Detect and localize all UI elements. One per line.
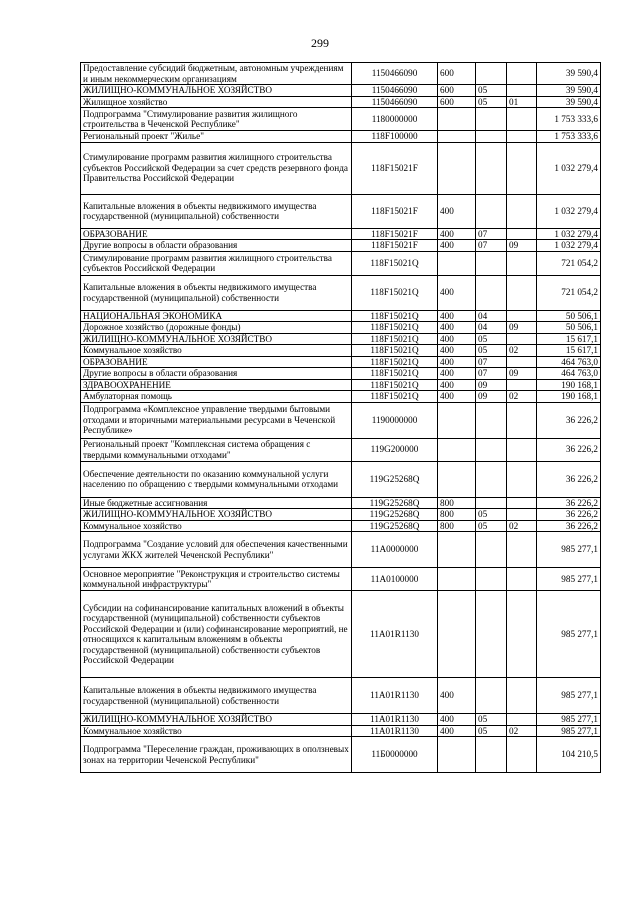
table-row	[81, 131, 601, 143]
row-code: 11А01R1130	[352, 591, 438, 678]
row-sum: 36 226,2	[537, 520, 601, 532]
row-expense-type: 400	[438, 725, 476, 737]
row-subsection	[507, 591, 537, 678]
row-name: ЖИЛИЩНО-КОММУНАЛЬНОЕ ХОЗЯЙСТВО	[81, 333, 352, 345]
row-section	[476, 251, 507, 275]
row-sum: 50 506,1	[537, 310, 601, 322]
row-name: Подпрограмма "Переселение граждан, проживающих в оползневых зонах на территории Чеченской Республики"	[81, 737, 352, 773]
page-number: 299	[311, 36, 329, 50]
row-section	[476, 142, 507, 194]
row-sum: 1 753 333,6	[537, 131, 601, 143]
row-name: Капитальные вложения в объекты недвижимого имущества государственной (муниципальной) собственности	[81, 678, 352, 714]
row-subsection: 01	[507, 96, 537, 108]
table-row	[81, 333, 601, 345]
row-subsection	[507, 310, 537, 322]
row-name: Жилищное хозяйство	[81, 96, 352, 108]
row-code: 118F15021F	[352, 240, 438, 252]
row-subsection: 09	[507, 322, 537, 334]
row-section	[476, 461, 507, 497]
row-sum: 15 617,1	[537, 333, 601, 345]
row-sum: 1 032 279,4	[537, 240, 601, 252]
row-expense-type	[438, 142, 476, 194]
row-section	[476, 678, 507, 714]
row-section: 05	[476, 714, 507, 726]
row-section	[476, 438, 507, 461]
row-section: 04	[476, 322, 507, 334]
row-code: 119G25268Q	[352, 461, 438, 497]
row-section	[476, 497, 507, 509]
table-row	[81, 678, 601, 714]
row-code: 118F100000	[352, 131, 438, 143]
row-name: Подпрограмма «Комплексное управление твердыми бытовыми отходами и вторичными материальными ресурсами в Чеченской Республике»	[81, 402, 352, 438]
row-subsection: 09	[507, 240, 537, 252]
row-code: 118F15021Q	[352, 322, 438, 334]
row-section: 07	[476, 228, 507, 240]
row-sum: 464 763,0	[537, 356, 601, 368]
row-expense-type: 600	[438, 63, 476, 85]
row-code: 118F15021Q	[352, 379, 438, 391]
row-section: 04	[476, 310, 507, 322]
row-subsection: 02	[507, 345, 537, 357]
row-code: 118F15021Q	[352, 275, 438, 310]
row-expense-type	[438, 568, 476, 591]
row-section	[476, 275, 507, 310]
row-sum: 15 617,1	[537, 345, 601, 357]
row-name: Дорожное хозяйство (дорожные фонды)	[81, 322, 352, 334]
row-section: 09	[476, 391, 507, 403]
row-code: 11А01R1130	[352, 725, 438, 737]
row-subsection	[507, 333, 537, 345]
row-subsection	[507, 714, 537, 726]
table-row	[81, 142, 601, 194]
table-row	[81, 391, 601, 403]
row-expense-type: 400	[438, 228, 476, 240]
row-section: 07	[476, 356, 507, 368]
table-row	[81, 368, 601, 380]
row-expense-type: 400	[438, 275, 476, 310]
row-subsection	[507, 142, 537, 194]
row-subsection	[507, 438, 537, 461]
row-sum: 985 277,1	[537, 678, 601, 714]
row-expense-type: 400	[438, 678, 476, 714]
row-sum: 985 277,1	[537, 591, 601, 678]
row-name: ОБРАЗОВАНИЕ	[81, 356, 352, 368]
row-section: 07	[476, 368, 507, 380]
row-sum: 721 054,2	[537, 251, 601, 275]
row-sum: 1 032 279,4	[537, 228, 601, 240]
row-subsection	[507, 532, 537, 568]
table-row	[81, 310, 601, 322]
row-code: 118F15021Q	[352, 356, 438, 368]
row-code: 1180000000	[352, 108, 438, 131]
row-expense-type	[438, 737, 476, 773]
row-section: 05	[476, 345, 507, 357]
row-subsection	[507, 131, 537, 143]
row-sum: 190 168,1	[537, 379, 601, 391]
row-code: 118F15021Q	[352, 391, 438, 403]
row-name: Региональный проект "Комплексная система обращения с твердыми коммунальными отходами"	[81, 438, 352, 461]
table-row	[81, 275, 601, 310]
row-expense-type: 800	[438, 497, 476, 509]
row-name: ЖИЛИЩНО-КОММУНАЛЬНОЕ ХОЗЯЙСТВО	[81, 509, 352, 521]
row-expense-type: 400	[438, 310, 476, 322]
row-section: 05	[476, 96, 507, 108]
row-code: 11А01R1130	[352, 714, 438, 726]
row-subsection	[507, 402, 537, 438]
table-row	[81, 461, 601, 497]
row-section: 05	[476, 85, 507, 97]
row-sum: 36 226,2	[537, 461, 601, 497]
row-name: Подпрограмма "Стимулирование развития жилищного строительства в Чеченской Республике"	[81, 108, 352, 131]
table-row	[81, 532, 601, 568]
table-row	[81, 251, 601, 275]
row-expense-type: 600	[438, 96, 476, 108]
table-row	[81, 194, 601, 228]
row-name: Региональный проект "Жилье"	[81, 131, 352, 143]
row-subsection	[507, 85, 537, 97]
row-expense-type: 400	[438, 368, 476, 380]
row-expense-type	[438, 461, 476, 497]
table-row	[81, 379, 601, 391]
row-code: 119G25268Q	[352, 497, 438, 509]
row-subsection: 02	[507, 520, 537, 532]
row-sum: 39 590,4	[537, 96, 601, 108]
row-expense-type: 400	[438, 194, 476, 228]
row-subsection	[507, 461, 537, 497]
row-sum: 39 590,4	[537, 85, 601, 97]
row-code: 118F15021Q	[352, 345, 438, 357]
row-section	[476, 108, 507, 131]
row-sum: 464 763,0	[537, 368, 601, 380]
row-code: 1150466090	[352, 96, 438, 108]
row-code: 118F15021F	[352, 228, 438, 240]
row-code: 1150466090	[352, 85, 438, 97]
table-row	[81, 402, 601, 438]
table-row	[81, 737, 601, 773]
row-code: 11А0000000	[352, 532, 438, 568]
row-subsection	[507, 737, 537, 773]
row-name: Предоставление субсидий бюджетным, автономным учреждениям и иным некоммерческим организациям	[81, 63, 352, 85]
row-subsection	[507, 275, 537, 310]
table-row	[81, 520, 601, 532]
row-sum: 985 277,1	[537, 568, 601, 591]
row-name: Коммунальное хозяйство	[81, 520, 352, 532]
row-expense-type	[438, 591, 476, 678]
row-expense-type	[438, 438, 476, 461]
row-name: Иные бюджетные ассигнования	[81, 497, 352, 509]
row-sum: 36 226,2	[537, 402, 601, 438]
row-code: 118F15021Q	[352, 333, 438, 345]
row-code: 119G25268Q	[352, 509, 438, 521]
table-row	[81, 356, 601, 368]
row-subsection	[507, 568, 537, 591]
row-code: 1150466090	[352, 63, 438, 85]
row-subsection	[507, 379, 537, 391]
row-sum: 39 590,4	[537, 63, 601, 85]
row-subsection: 02	[507, 391, 537, 403]
row-expense-type	[438, 402, 476, 438]
row-sum: 104 210,5	[537, 737, 601, 773]
table-row	[81, 591, 601, 678]
row-name: Капитальные вложения в объекты недвижимого имущества государственной (муниципальной) собственности	[81, 194, 352, 228]
row-expense-type: 400	[438, 345, 476, 357]
row-name: Коммунальное хозяйство	[81, 345, 352, 357]
row-code: 11А0100000	[352, 568, 438, 591]
row-section	[476, 532, 507, 568]
table-body	[81, 63, 601, 773]
row-expense-type: 400	[438, 333, 476, 345]
row-sum: 36 226,2	[537, 509, 601, 521]
row-sum: 985 277,1	[537, 725, 601, 737]
row-sum: 985 277,1	[537, 714, 601, 726]
row-name: Основное мероприятие "Реконструкция и строительство системы коммунальной инфраструктуры"	[81, 568, 352, 591]
row-subsection	[507, 356, 537, 368]
row-subsection	[507, 194, 537, 228]
row-name: НАЦИОНАЛЬНАЯ ЭКОНОМИКА	[81, 310, 352, 322]
row-name: ЖИЛИЩНО-КОММУНАЛЬНОЕ ХОЗЯЙСТВО	[81, 85, 352, 97]
row-subsection	[507, 251, 537, 275]
table-row	[81, 497, 601, 509]
table-row	[81, 96, 601, 108]
row-sum: 985 277,1	[537, 532, 601, 568]
row-expense-type: 400	[438, 322, 476, 334]
row-code: 119G25268Q	[352, 520, 438, 532]
row-sum: 1 032 279,4	[537, 194, 601, 228]
row-sum: 36 226,2	[537, 438, 601, 461]
row-section	[476, 63, 507, 85]
table-row	[81, 509, 601, 521]
row-expense-type: 400	[438, 379, 476, 391]
row-name: Подпрограмма "Создание условий для обеспечения качественными услугами ЖКХ жителей Чеченской Республики"	[81, 532, 352, 568]
row-name: Капитальные вложения в объекты недвижимого имущества государственной (муниципальной) собственности	[81, 275, 352, 310]
row-expense-type	[438, 251, 476, 275]
row-section: 05	[476, 725, 507, 737]
table-row	[81, 714, 601, 726]
row-subsection	[507, 497, 537, 509]
row-section: 05	[476, 333, 507, 345]
table-row	[81, 85, 601, 97]
row-section	[476, 591, 507, 678]
row-sum: 190 168,1	[537, 391, 601, 403]
row-code: 118F15021Q	[352, 251, 438, 275]
row-expense-type: 400	[438, 356, 476, 368]
row-name: ЗДРАВООХРАНЕНИЕ	[81, 379, 352, 391]
row-code: 11Б0000000	[352, 737, 438, 773]
row-subsection: 02	[507, 725, 537, 737]
row-expense-type: 400	[438, 714, 476, 726]
row-subsection	[507, 228, 537, 240]
row-code: 118F15021F	[352, 194, 438, 228]
row-name: Другие вопросы в области образования	[81, 368, 352, 380]
row-expense-type: 600	[438, 85, 476, 97]
row-sum: 1 032 279,4	[537, 142, 601, 194]
row-expense-type: 800	[438, 509, 476, 521]
row-section	[476, 568, 507, 591]
row-subsection	[507, 509, 537, 521]
row-name: ЖИЛИЩНО-КОММУНАЛЬНОЕ ХОЗЯЙСТВО	[81, 714, 352, 726]
row-code: 11А01R1130	[352, 678, 438, 714]
row-name: Амбулаторная помощь	[81, 391, 352, 403]
budget-table	[80, 62, 601, 773]
row-name: Стимулирование программ развития жилищного строительства субъектов Российской Федерации за счет средств резервного фонда Правительства Российской Федерации	[81, 142, 352, 194]
table-row	[81, 322, 601, 334]
row-expense-type	[438, 532, 476, 568]
row-expense-type: 400	[438, 240, 476, 252]
table-row	[81, 568, 601, 591]
row-expense-type: 400	[438, 391, 476, 403]
row-code: 118F15021Q	[352, 368, 438, 380]
table-row	[81, 438, 601, 461]
row-sum: 50 506,1	[537, 322, 601, 334]
row-code: 118F15021F	[352, 142, 438, 194]
table-row	[81, 63, 601, 85]
row-name: ОБРАЗОВАНИЕ	[81, 228, 352, 240]
row-section	[476, 194, 507, 228]
row-name: Коммунальное хозяйство	[81, 725, 352, 737]
row-subsection	[507, 108, 537, 131]
row-code: 1190000000	[352, 402, 438, 438]
row-expense-type	[438, 131, 476, 143]
table-row	[81, 228, 601, 240]
row-sum: 721 054,2	[537, 275, 601, 310]
table-row	[81, 108, 601, 131]
row-section	[476, 131, 507, 143]
row-section: 05	[476, 509, 507, 521]
row-sum: 1 753 333,6	[537, 108, 601, 131]
row-subsection	[507, 678, 537, 714]
row-code: 118F15021Q	[352, 310, 438, 322]
row-sum: 36 226,2	[537, 497, 601, 509]
row-name: Субсидии на софинансирование капитальных вложений в объекты государственной (муниципальной) собственности субъектов Российской Федерации и (или) софинансирование мероприятий, не относящихся к капитальным вложениям в объекты государственной (муниципальной) собственности субъектов Российской Федерации	[81, 591, 352, 678]
row-section: 09	[476, 379, 507, 391]
row-section: 07	[476, 240, 507, 252]
table-row	[81, 725, 601, 737]
row-section	[476, 402, 507, 438]
row-name: Другие вопросы в области образования	[81, 240, 352, 252]
row-section: 05	[476, 520, 507, 532]
row-name: Обеспечение деятельности по оказанию коммунальной услуги населению по обращению с твердыми коммунальными отходами	[81, 461, 352, 497]
row-expense-type: 800	[438, 520, 476, 532]
table-row	[81, 240, 601, 252]
row-code: 119G200000	[352, 438, 438, 461]
table-row	[81, 345, 601, 357]
row-section	[476, 737, 507, 773]
row-subsection: 09	[507, 368, 537, 380]
row-name: Стимулирование программ развития жилищного строительства субъектов Российской Федерации	[81, 251, 352, 275]
row-expense-type	[438, 108, 476, 131]
row-subsection	[507, 63, 537, 85]
